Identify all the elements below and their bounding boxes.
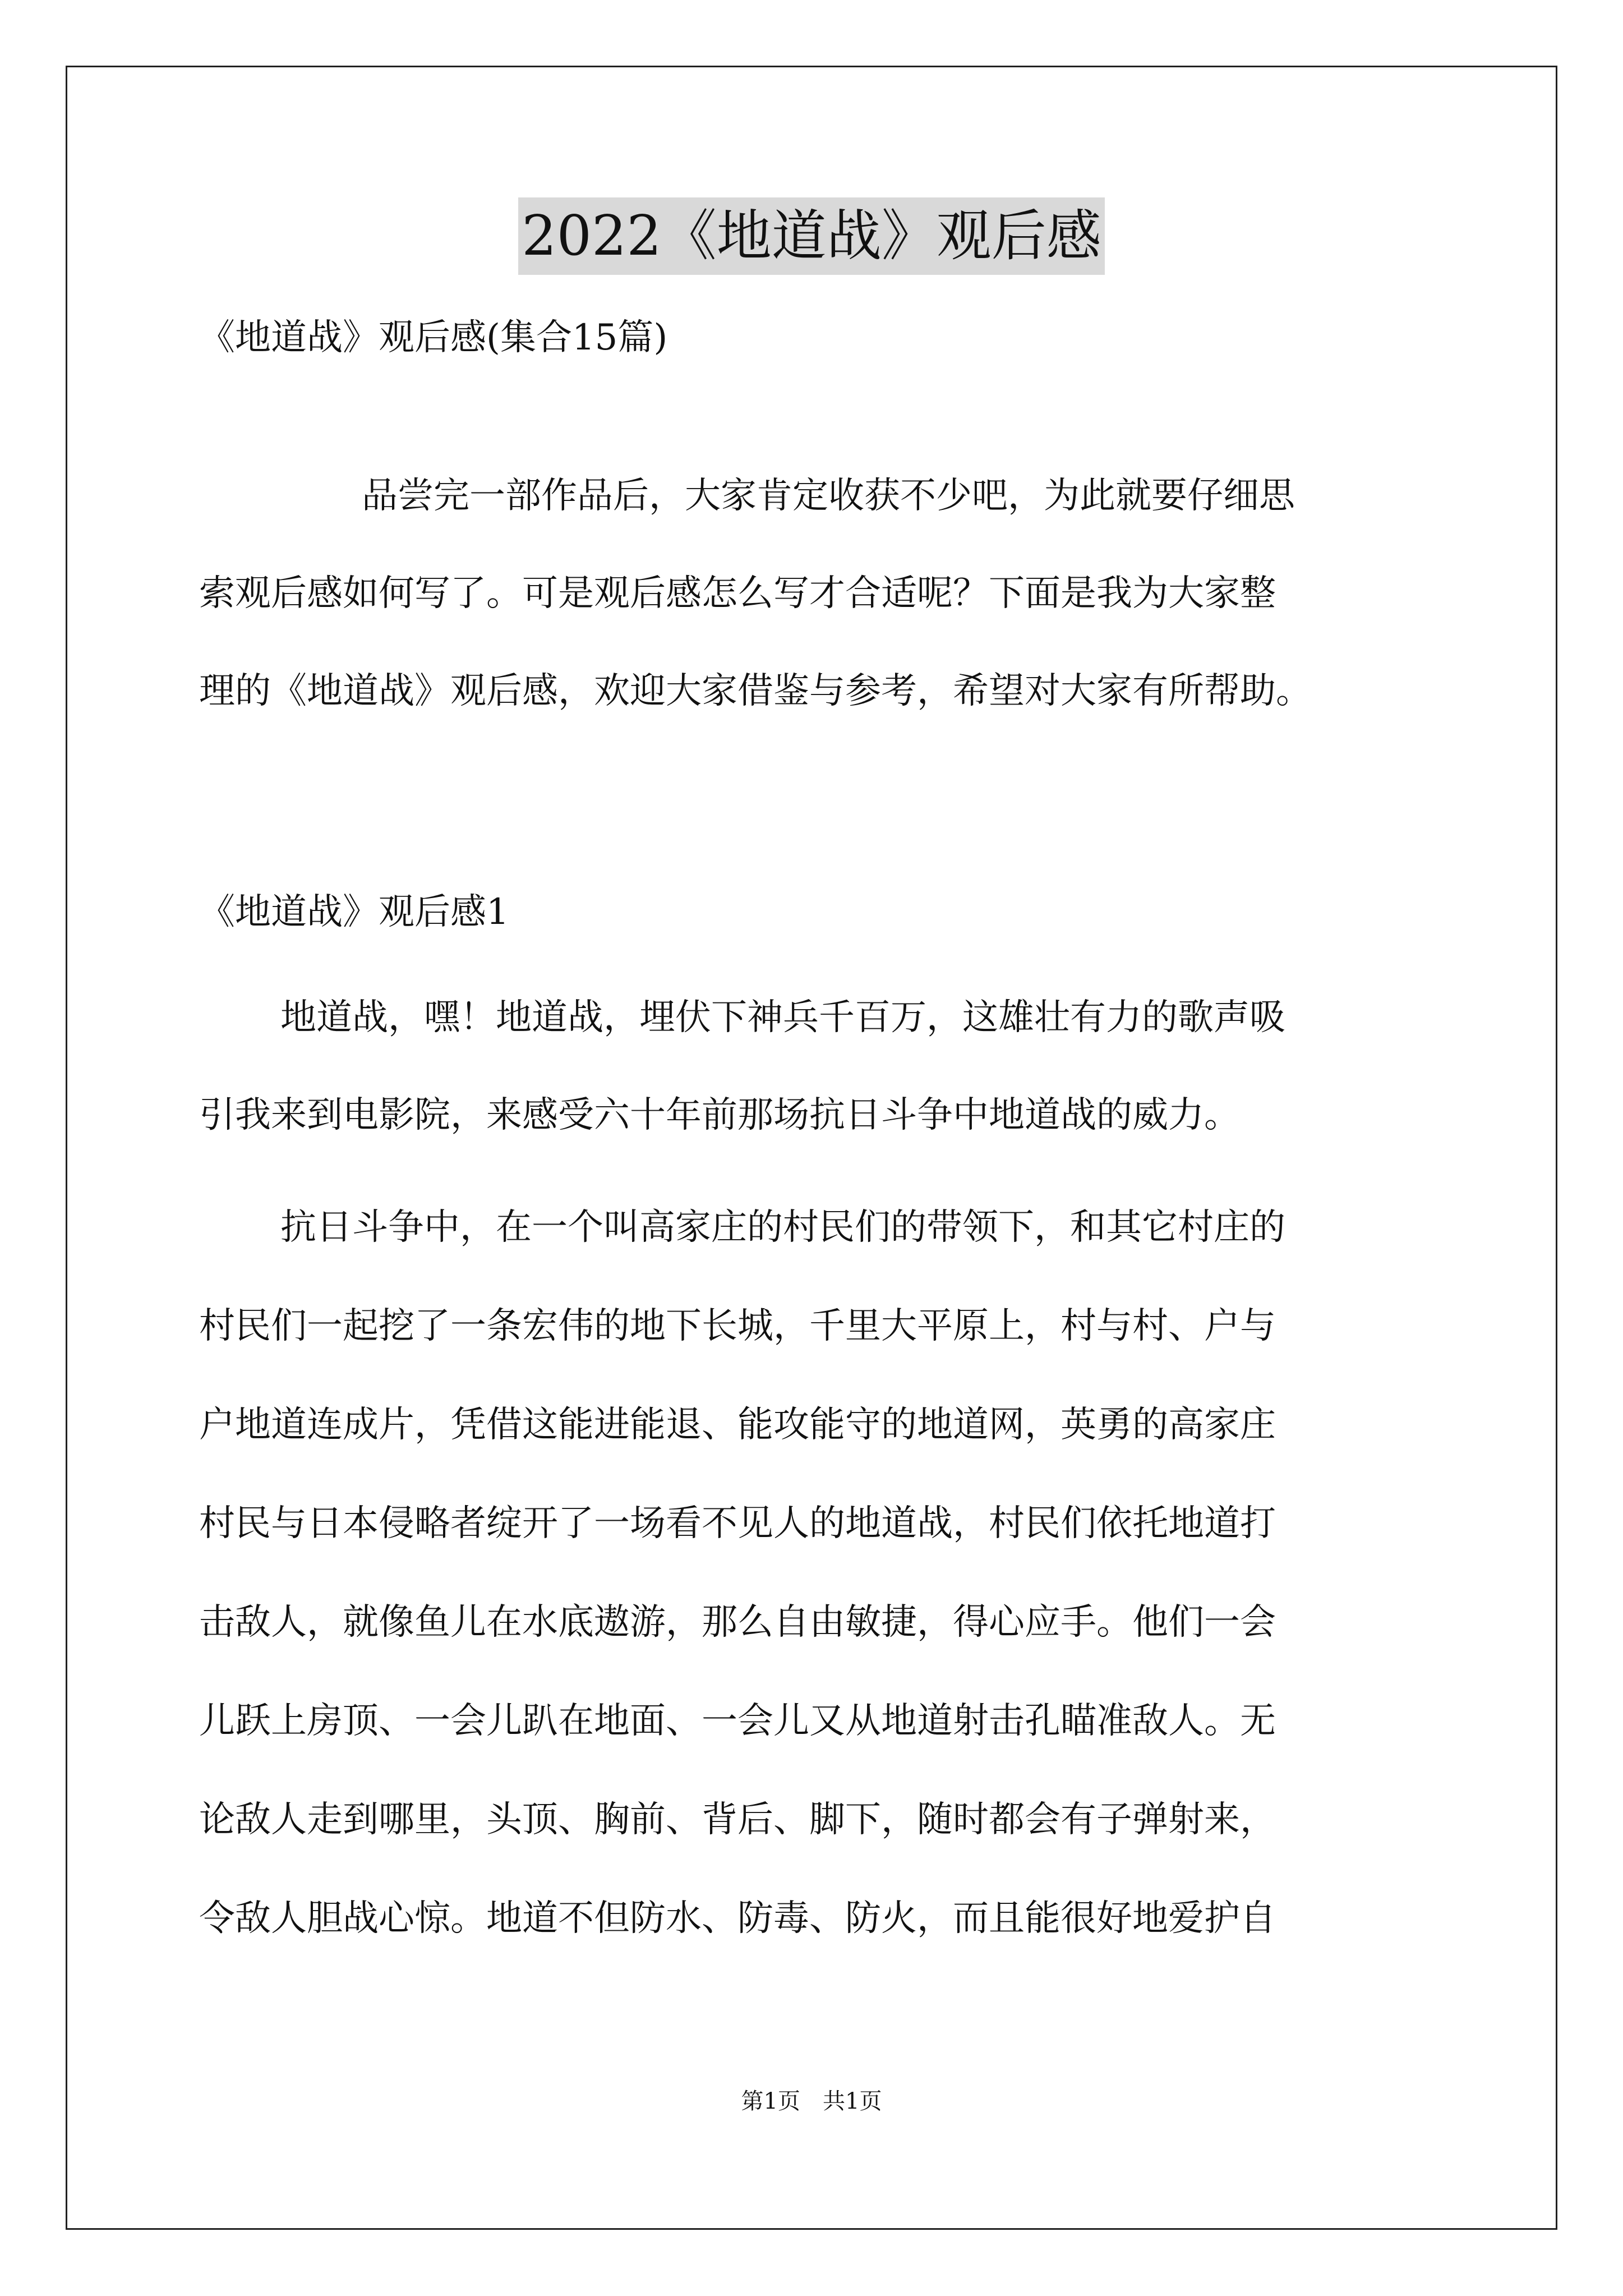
paragraph-line: 儿跃上房顶、一会儿趴在地面、一会儿又从地道射击孔瞄准敌人。无 xyxy=(199,1700,1276,1742)
paragraph-line: 地道战，嘿！地道战，埋伏下神兵千百万，这雄壮有力的歌声吸 xyxy=(280,997,1285,1038)
paragraph-line: 击敌人，就像鱼儿在水底遨游，那么自由敏捷，得心应手。他们一会 xyxy=(199,1602,1276,1643)
paragraph-line: 抗日斗争中，在一个叫高家庄的村民们的带领下，和其它村庄的 xyxy=(280,1207,1285,1248)
paragraph-line: 村民们一起挖了一条宏伟的地下长城，千里大平原上，村与村、户与 xyxy=(199,1305,1276,1347)
intro-line: 索观后感如何写了。可是观后感怎么写才合适呢？下面是我为大家整 xyxy=(199,573,1276,614)
paragraph-line: 户地道连成片，凭借这能进能退、能攻能守的地道网，英勇的高家庄 xyxy=(199,1404,1276,1446)
intro-line: 品尝完一部作品后，大家肯定收获不少吧，为此就要仔细思 xyxy=(362,475,1295,517)
title-block xyxy=(0,197,1623,275)
intro-line: 理的《地道战》观后感，欢迎大家借鉴与参考，希望对大家有所帮助。 xyxy=(199,670,1312,712)
page-footer: 第1页 共1页 xyxy=(741,2088,882,2114)
section-heading: 《地道战》观后感1 xyxy=(199,891,509,933)
paragraph-line: 村民与日本侵略者绽开了一场看不见人的地道战，村民们依托地道打 xyxy=(199,1503,1276,1544)
paragraph-line: 引我来到电影院，来感受六十年前那场抗日斗争中地道战的威力。 xyxy=(199,1094,1240,1136)
document-subtitle: 《地道战》观后感(集合15篇) xyxy=(199,317,668,358)
paragraph-line: 令敌人胆战心惊。地道不但防水、防毒、防火，而且能很好地爱护自 xyxy=(199,1898,1276,1939)
document-title: 2022《地道战》观后感 xyxy=(518,197,1104,275)
paragraph-line: 论敌人走到哪里，头顶、胸前、背后、脚下，随时都会有子弹射来， xyxy=(199,1799,1276,1841)
